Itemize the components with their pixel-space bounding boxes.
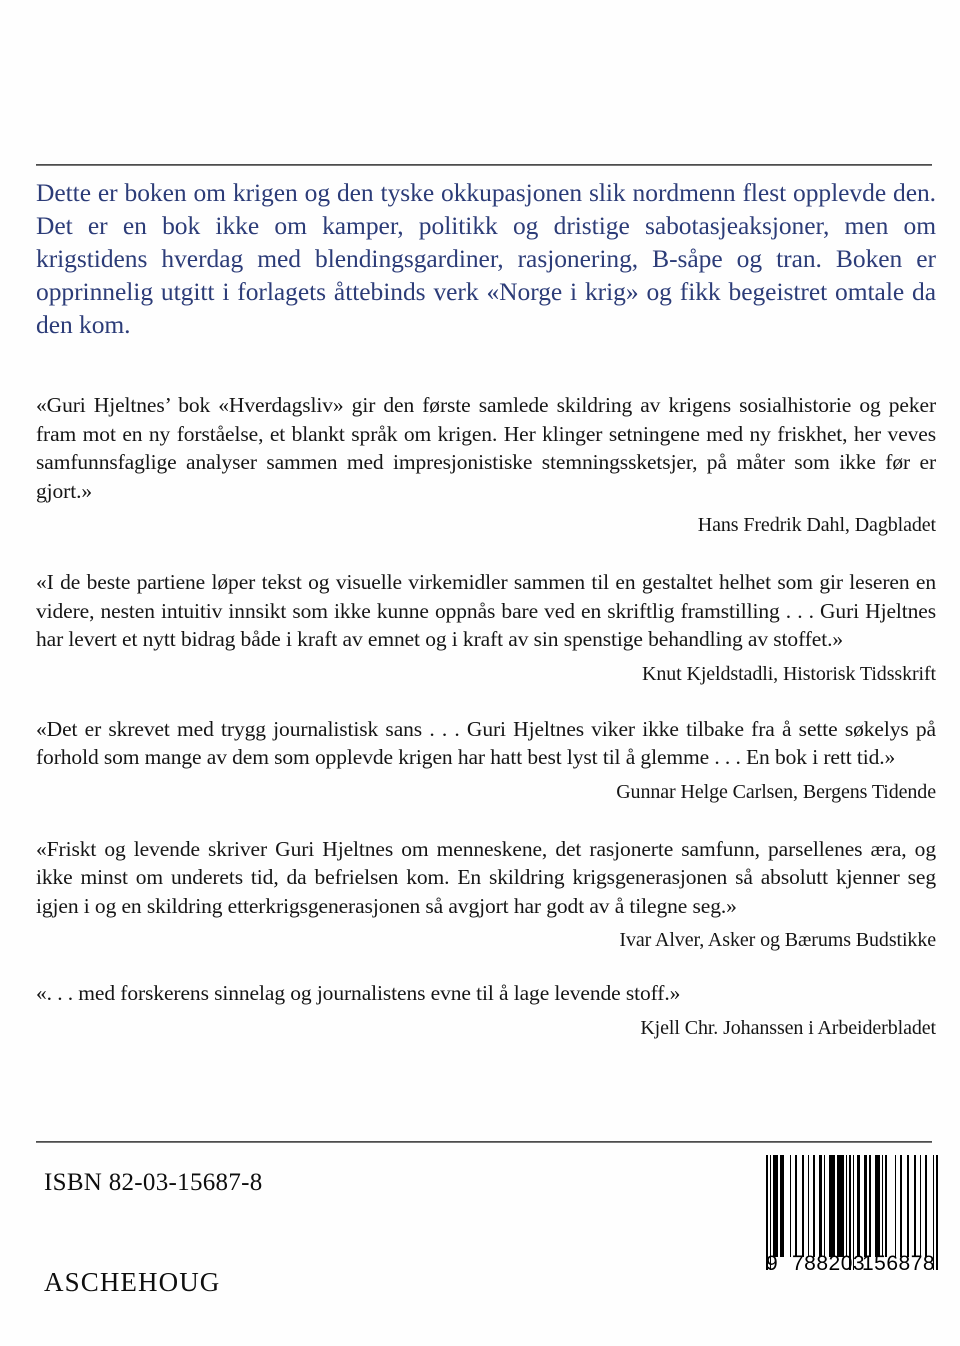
- review-quote-4: [36, 835, 936, 954]
- barcode-lead-digit: 9: [766, 1252, 779, 1275]
- review-quote-1: [36, 391, 936, 538]
- review-quote-text: «Det er skrevet med trygg journalistisk sans . . . Guri Hjeltnes viker ikke tilbake fra å sette søkelys på forhold som mange av dem som opplevde krigen har hatt best lyst til å glemme . . . En bok i rett tid.»: [36, 716, 936, 769]
- ean13-barcode: [766, 1155, 938, 1307]
- publisher-name: ASCHEHOUG: [44, 1267, 221, 1297]
- review-quote-5: [36, 979, 936, 1041]
- barcode-digits: [766, 1252, 938, 1282]
- review-attribution: Kjell Chr. Johanssen i Arbeiderbladet: [640, 1016, 936, 1039]
- review-attribution: Hans Fredrik Dahl, Dagbladet: [697, 514, 936, 536]
- cover-content: [36, 176, 936, 1041]
- review-quote-text: «Guri Hjeltnes’ bok «Hverdagsliv» gir den første samlede skildring av krigens sosialhistorie og peker fram mot en ny forståelse, et blankt språk om krigen. Her klinger setningene med ny friskhet, her veves samfunnsfaglige analyser sammen med impresjonistiske stemningssketsjer, på måter som ikke før er gjort.»: [36, 393, 936, 503]
- isbn-text: ISBN 82-03-15687-8: [44, 1169, 263, 1196]
- book-blurb: Dette er boken om krigen og den tyske okkupasjonen slik nordmenn flest opplevde den. Det er en bok ikke om kamper, politikk og dristige sabotasjeaksjoner, men om krigstidens hverdag med blendingsgardiner, rasjonering, B-såpe og tran. Boken er opprinnelig utgitt i forlagets åttebinds verk «Norge i krig» og fikk begeistret omtale da den kom.: [36, 178, 936, 339]
- review-attribution: Knut Kjeldstadli, Historisk Tidsskrift: [641, 662, 936, 685]
- top-divider-rule: [36, 164, 932, 166]
- barcode-left-digits: 788203: [792, 1252, 866, 1275]
- review-quote-3: [36, 715, 936, 805]
- review-quote-text: «I de beste partiene løper tekst og visuelle virkemidler sammen til en gestaltet helhet som gir leseren en videre, nesten intuitiv innsikt som ikke kunne oppnås bare ved en skriftlig framstilling . . . Guri Hjeltnes har levert et nytt bidrag både i kraft av emnet og i kraft av sin spenstige behandling av stoffet.»: [36, 570, 936, 651]
- cover-footer: [0, 1141, 960, 1346]
- review-quote-2: [36, 568, 936, 687]
- review-attribution: Ivar Alver, Asker og Bærums Budstikke: [619, 929, 936, 951]
- barcode-right-digits: 156878: [862, 1252, 936, 1275]
- review-quote-text: «. . . med forskerens sinnelag og journalistens evne til å lage levende stoff.»: [36, 981, 681, 1005]
- review-quote-text: «Friskt og levende skriver Guri Hjeltnes om menneskene, det rasjonerte samfunn, parsellenes æra, og ikke minst om underets tid, da befrielsen kom. En skildring krigsgenerasjonen så absolutt kjenner seg igjen i og en skildring etterkrigsgenerasjonen så avgjort har godt av å tilegne seg.»: [36, 836, 936, 918]
- review-attribution: Gunnar Helge Carlsen, Bergens Tidende: [616, 780, 936, 803]
